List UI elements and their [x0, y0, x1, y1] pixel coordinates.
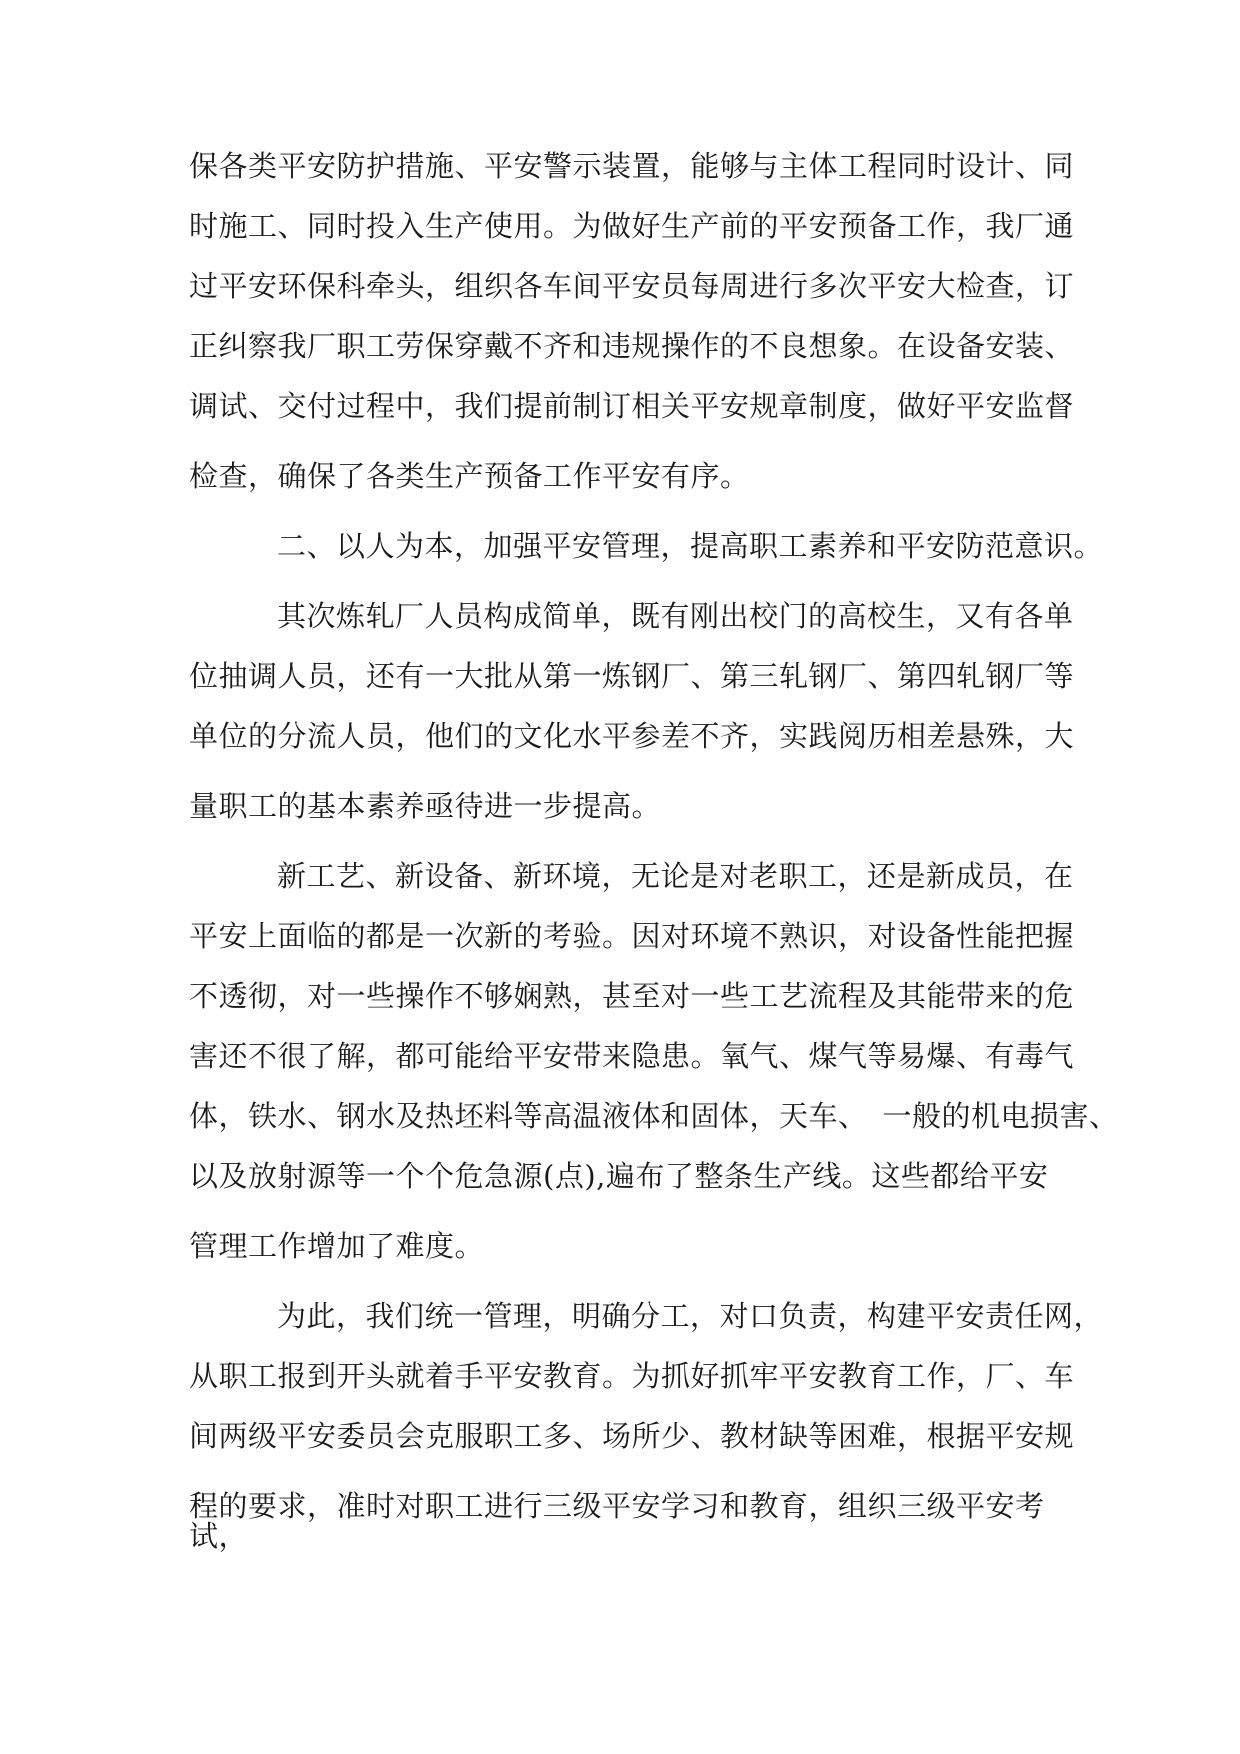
text-line: 其次炼轧厂人员构成简单，既有刚出校门的高校生，又有各单 [277, 599, 1074, 633]
text-line: 体，铁水、钢水及热坯料等高温液体和固体，天车、 一般的机电损害、 [189, 1099, 1119, 1133]
text-line: 不透彻，对一些操作不够娴熟，甚至对一些工艺流程及其能带来的危 [189, 979, 1075, 1013]
section-heading: 二、以人为本，加强平安管理，提高职工素养和平安防范意识。 [277, 529, 1104, 563]
text-line: 时施工、同时投入生产使用。为做好生产前的平安预备工作，我厂通 [189, 209, 1075, 243]
text-line: 害还不很了解，都可能给平安带来隐患。氧气、煤气等易爆、有毒气 [189, 1039, 1075, 1073]
text-line: 检查，确保了各类生产预备工作平安有序。 [189, 459, 750, 493]
text-line: 调试、交付过程中，我们提前制订相关平安规章制度，做好平安监督 [189, 389, 1075, 423]
text-line: 新工艺、新设备、新环境，无论是对老职工，还是新成员，在 [277, 859, 1074, 893]
text-line: 过平安环保科牵头，组织各车间平安员每周进行多次平安大检查，订 [189, 269, 1075, 303]
text-line: 程的要求，准时对职工进行三级平安学习和教育，组织三级平安考 [189, 1489, 1045, 1523]
text-line: 量职工的基本素养亟待进一步提高。 [189, 789, 662, 823]
text-line: 正纠察我厂职工劳保穿戴不齐和违规操作的不良想象。在设备安装、 [189, 329, 1075, 363]
text-line: 位抽调人员，还有一大批从第一炼钢厂、第三轧钢厂、第四轧钢厂等 [189, 659, 1075, 693]
text-line: 试， [189, 1519, 249, 1553]
text-line: 以及放射源等一个个危急源(点),遍布了整条生产线。这些都给平安 [189, 1159, 1049, 1193]
text-line: 为此，我们统一管理，明确分工，对口负责，构建平安责任网， [277, 1299, 1104, 1333]
text-line: 间两级平安委员会克服职工多、场所少、教材缺等困难，根据平安规 [189, 1419, 1075, 1453]
text-line: 管理工作增加了难度。 [189, 1229, 485, 1263]
text-line: 从职工报到开头就着手平安教育。为抓好抓牢平安教育工作，厂、车 [189, 1359, 1075, 1393]
text-line: 平安上面临的都是一次新的考验。因对环境不熟识，对设备性能把握 [189, 919, 1075, 953]
text-line: 保各类平安防护措施、平安警示装置，能够与主体工程同时设计、同 [189, 149, 1075, 183]
text-line: 单位的分流人员，他们的文化水平参差不齐，实践阅历相差悬殊，大 [189, 719, 1075, 753]
